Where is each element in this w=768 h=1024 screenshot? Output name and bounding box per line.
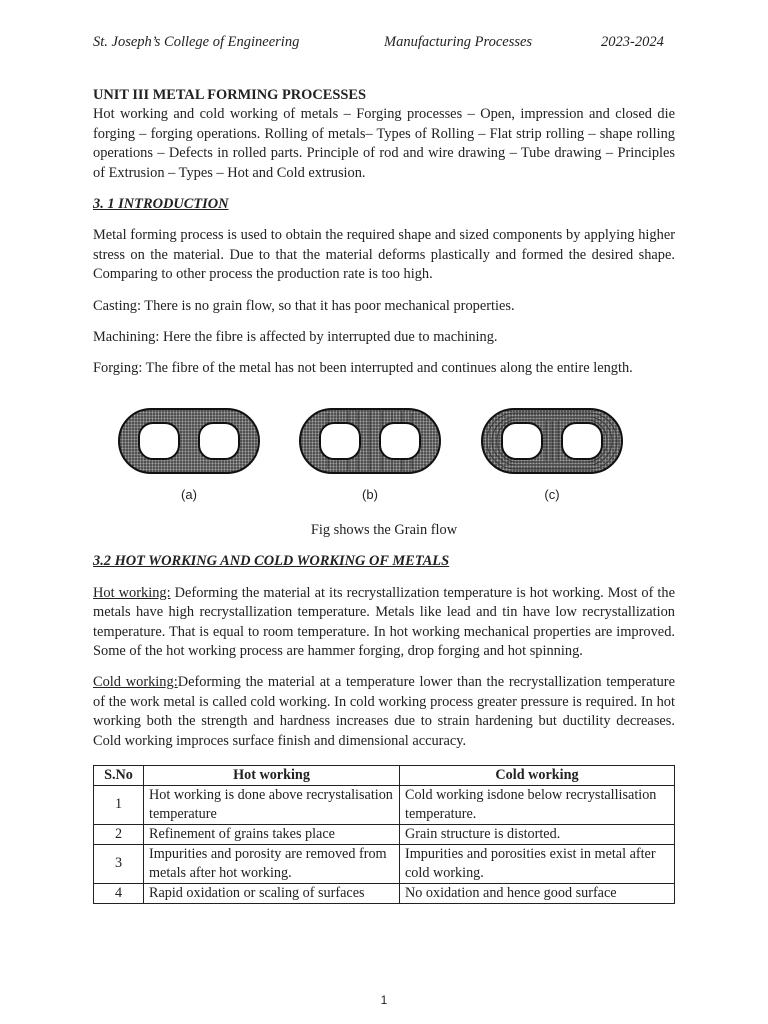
cell-cold: No oxidation and hence good surface [400, 883, 675, 903]
cell-cold: Impurities and porosities exist in metal after cold working. [400, 844, 675, 883]
chain-link-b [298, 407, 442, 475]
cell-hot: Rapid oxidation or scaling of surfaces [144, 883, 400, 903]
hot-working-label: Hot working: [93, 584, 171, 601]
figure-label-b: (b) [362, 486, 378, 502]
cell-sno: 1 [94, 785, 144, 824]
forging-note: Forging: The fibre of the metal has not been interrupted and continues along the entire length. [93, 360, 633, 377]
header-cold: Cold working [400, 765, 675, 785]
machining-note: Machining: Here the fibre is affected by interrupted due to machining. [93, 329, 498, 346]
intro-paragraph: Metal forming process is used to obtain the required shape and sized components by applying higher stress on the material. Due to that the material deforms plastically and formed the desired shape. Comparing to other process the production rate is too high. [93, 227, 675, 283]
cold-working-label: Cold working: [93, 674, 178, 691]
cold-working-paragraph [93, 673, 675, 751]
grain-flow-figure [93, 397, 675, 517]
page-number: 1 [380, 993, 388, 1007]
figure-caption: Fig shows the Grain flow [310, 521, 458, 538]
table-row [94, 824, 675, 844]
cold-working-text: Deforming the material at a temperature lower than the recrystallization temperature of the work metal is called cold working. In cold working process greater pressure is required. In hot working both the strength and hardness increases due to strain hardening but ductility decreases. Cold working improces surface finish and dimensional accuracy. [93, 674, 675, 749]
header-year: 2023-2024 [601, 34, 664, 50]
cell-hot: Refinement of grains takes place [144, 824, 400, 844]
header-college: St. Joseph’s College of Engineering [93, 34, 300, 50]
hotcold-heading: 3.2 HOT WORKING AND COLD WORKING OF METALS [93, 553, 450, 570]
comparison-table [93, 765, 675, 904]
cell-hot: Impurities and porosity are removed from metals after hot working. [144, 844, 400, 883]
cell-hot: Hot working is done above recrystalisation temperature [144, 785, 400, 824]
unit-syllabus: Hot working and cold working of metals – Forging processes – Open, impression and closed die forging – forging operations. Rolling of metals– Types of Rolling – Flat strip rolling – shape rolling operations – Defects in rolled parts. Principle of rod and wire drawing – Tube drawing – Principles of Extrusion – Types – Hot and Cold extrusion. [93, 106, 675, 181]
cell-sno: 2 [94, 824, 144, 844]
page-content [93, 86, 675, 904]
cell-cold: Grain structure is distorted. [400, 824, 675, 844]
hot-working-text: Deforming the material at its recrystallization temperature is hot working. Most of the metals have high recrystallization temperature. Metals like lead and tin have low recrystallization temperature. That is equal to room temperature. In hot working mechanical properties are improved. Some of the hot working process are hammer forging, drop forging and hot spinning. [93, 584, 675, 659]
header-sno: S.No [94, 765, 144, 785]
table-header-row [94, 765, 675, 785]
cell-sno: 4 [94, 883, 144, 903]
cell-sno: 3 [94, 844, 144, 883]
figure-label-a: (a) [181, 486, 197, 502]
header-hot: Hot working [144, 765, 400, 785]
table-row [94, 883, 675, 903]
cell-cold: Cold working isdone below recrystallisation temperature. [400, 785, 675, 824]
chain-link-a [117, 407, 261, 475]
intro-heading: 3. 1 INTRODUCTION [93, 196, 229, 213]
unit-title: UNIT III METAL FORMING PROCESSES [93, 87, 366, 103]
chain-link-c [480, 407, 624, 475]
figure-label-c: (c) [544, 486, 560, 502]
hot-working-paragraph [93, 584, 675, 662]
table-row [94, 785, 675, 824]
header-subject: Manufacturing Processes [384, 34, 533, 50]
casting-note: Casting: There is no grain flow, so that it has poor mechanical properties. [93, 297, 515, 314]
table-row [94, 844, 675, 883]
